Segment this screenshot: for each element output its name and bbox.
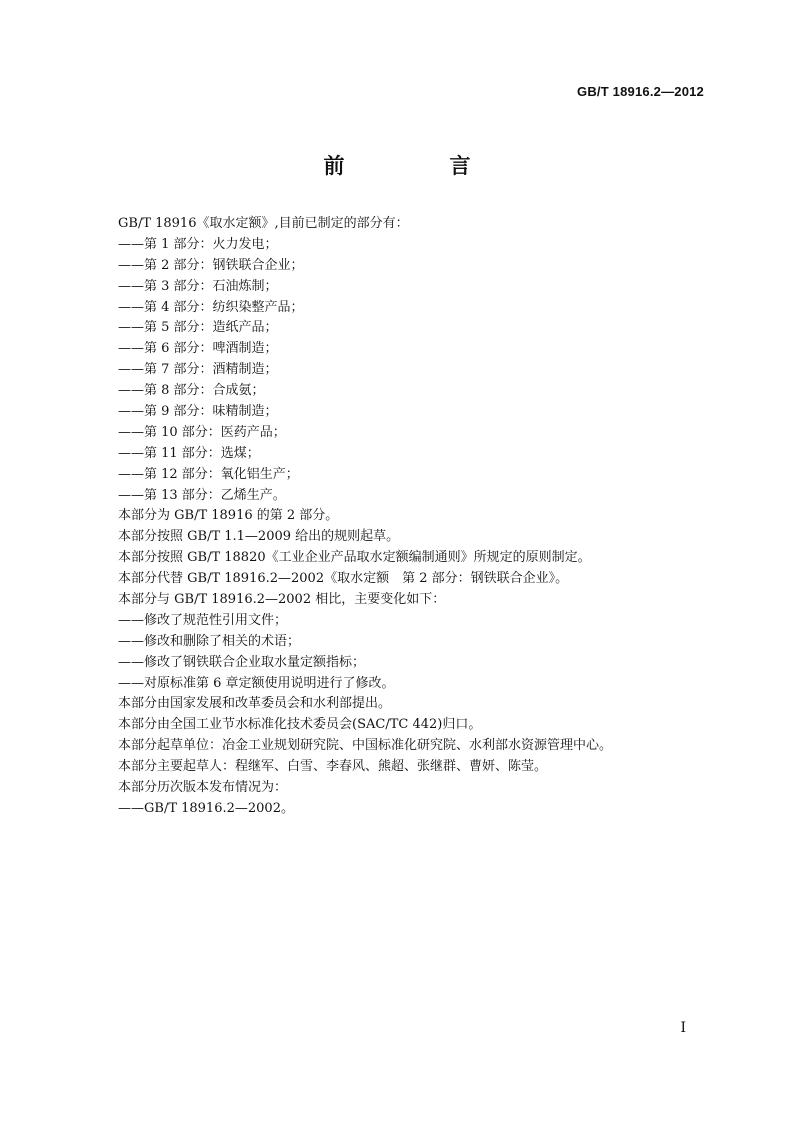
paragraph: 本部分起草单位：冶金工业规划研究院、中国标准化研究院、水利部水资源管理中心。	[118, 738, 613, 754]
list-item: ——第 1 部分：火力发电；	[118, 236, 278, 252]
intro-line: GB/T 18916《取水定额》,目前已制定的部分有：	[118, 216, 409, 231]
list-item: ——第 7 部分：酒精制造；	[118, 362, 278, 378]
list-item: ——第 8 部分：合成氨；	[118, 383, 265, 399]
page-title: 前 言	[323, 154, 513, 178]
paragraph: 本部分代替 GB/T 18916.2—2002《取水定额 第 2 部分：钢铁联合企业》。	[118, 571, 569, 587]
list-item: ——修改和删除了相关的术语；	[118, 633, 301, 649]
list-item: ——第 11 部分：选煤；	[118, 445, 260, 461]
foreword-body	[118, 214, 718, 820]
list-item: ——第 9 部分：味精制造；	[118, 404, 278, 420]
standard-code: GB/T 18916.2—2012	[577, 84, 704, 99]
list-item: ——第 2 部分：钢铁联合企业；	[118, 257, 304, 273]
paragraph: 本部分由全国工业节水标准化技术委员会(SAC/TC 442)归口。	[118, 717, 482, 733]
list-item: ——第 3 部分：石油炼制；	[118, 278, 278, 294]
paragraph: 本部分历次版本发布情况为：	[118, 780, 288, 796]
paragraph: 本部分由国家发展和改革委员会和水利部提出。	[118, 696, 392, 712]
list-item: ——第 5 部分：造纸产品；	[118, 320, 278, 336]
paragraph: 本部分主要起草人：程继军、白雪、李春风、熊超、张继群、曹妍、陈莹。	[118, 759, 548, 775]
paragraph: 本部分为 GB/T 18916 的第 2 部分。	[118, 508, 339, 524]
page-number: I	[680, 1020, 686, 1036]
list-item: ——第 6 部分：啤酒制造；	[118, 341, 278, 357]
list-item: ——修改了钢铁联合企业取水量定额指标；	[118, 654, 366, 670]
list-item: ——第 4 部分：纺织染整产品；	[118, 299, 304, 315]
list-item: ——第 12 部分：氧化铝生产；	[118, 466, 299, 482]
list-item: ——GB/T 18916.2—2002。	[118, 800, 294, 816]
paragraph: 本部分与 GB/T 18916.2—2002 相比，主要变化如下：	[118, 592, 446, 608]
paragraph: 本部分按照 GB/T 18820《工业企业产品取水定额编制通则》所规定的原则制定。	[118, 550, 591, 566]
list-item: ——对原标准第 6 章定额使用说明进行了修改。	[118, 675, 395, 691]
list-item: ——第 10 部分：医药产品；	[118, 424, 286, 440]
list-item: ——修改了规范性引用文件；	[118, 612, 288, 628]
list-item: ——第 13 部分：乙烯生产。	[118, 487, 286, 503]
paragraph: 本部分按照 GB/T 1.1—2009 给出的规则起草。	[118, 529, 400, 545]
